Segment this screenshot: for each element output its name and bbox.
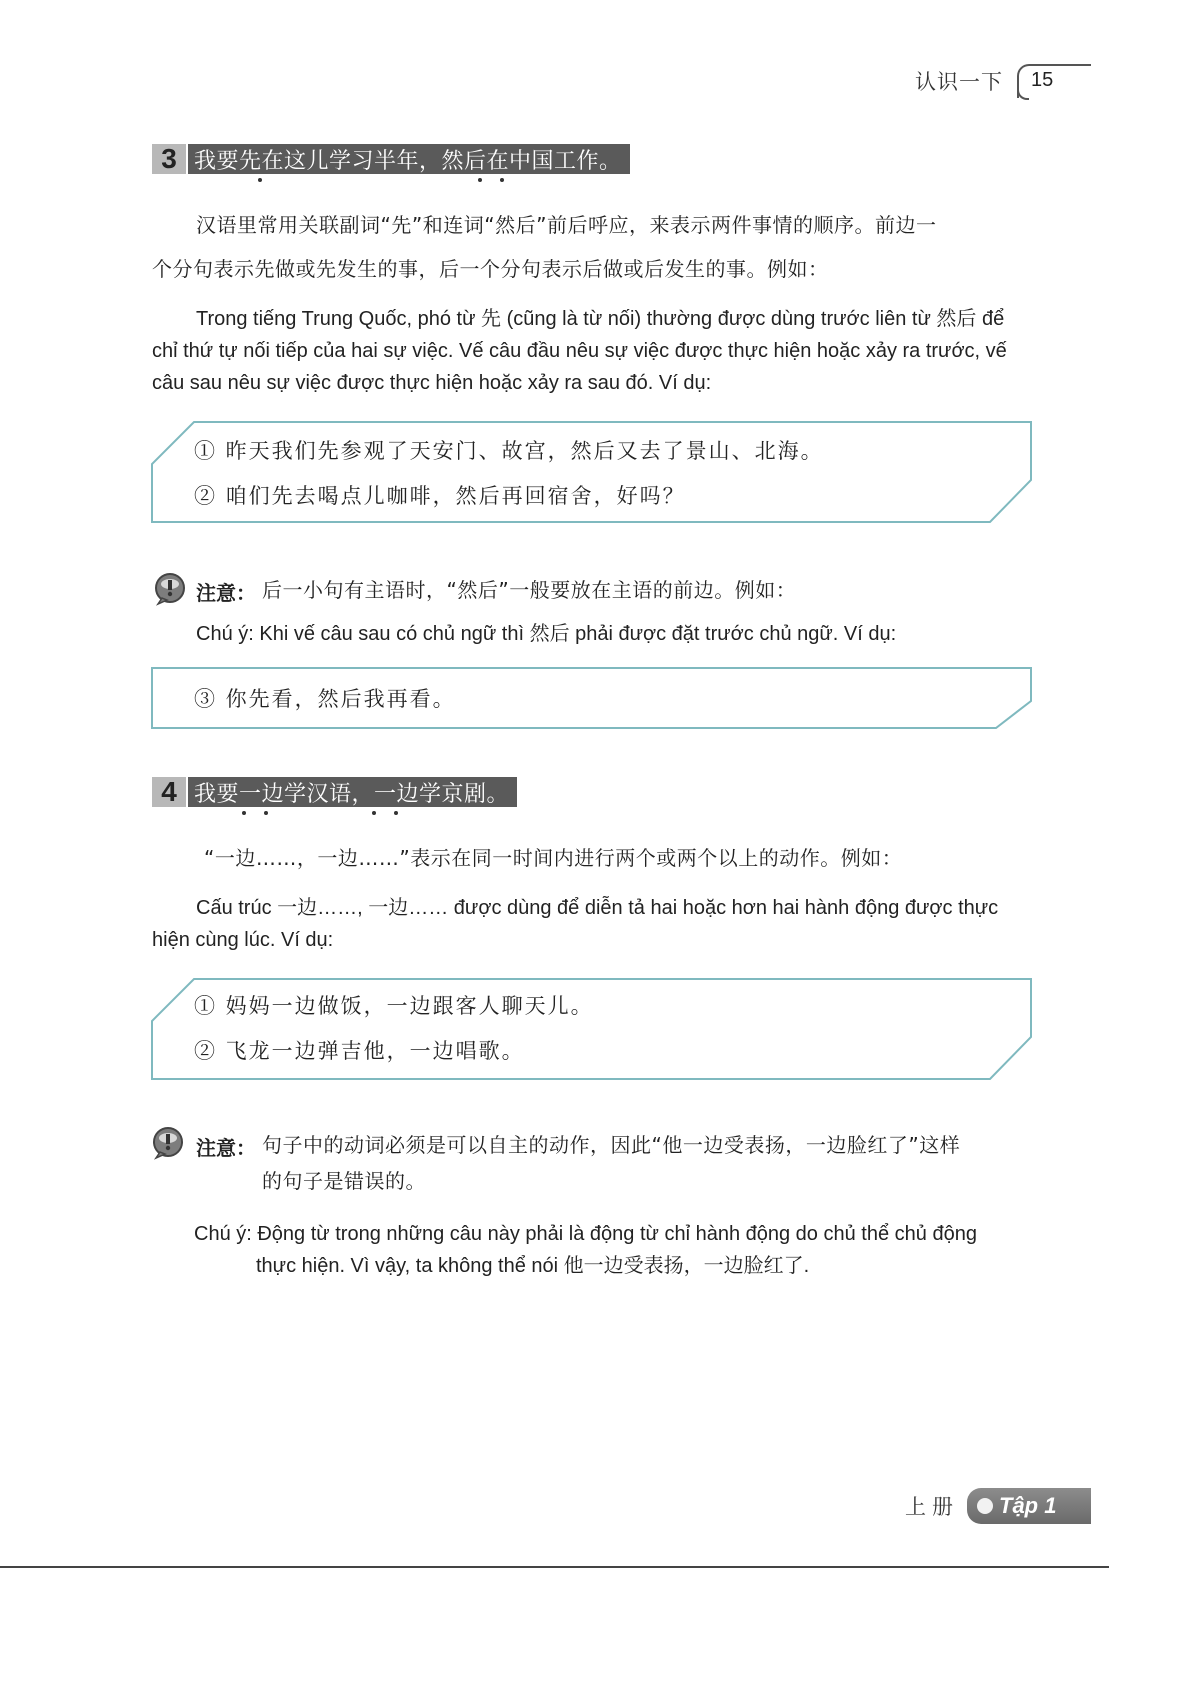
note-zh-text: 句子中的动词必须是可以自主的动作，因此“他一边受表扬，一边脸红了”这样 xyxy=(262,1133,961,1157)
note-icon xyxy=(154,572,188,606)
explanation-vi-line: câu sau nêu sự việc được thực hiện hoặc xảy ra sau đó. Ví dụ: xyxy=(152,372,712,394)
note-vi-text: Chú ý: Khi vế câu sau có chủ ngữ thì 然后 phải được đặt trước chủ ngữ. Ví dụ: xyxy=(196,623,897,645)
explanation-zh-line: 个分句表示先做或先发生的事，后一个分句表示后做或后发生的事。例如： xyxy=(152,257,829,281)
example-box xyxy=(150,421,1034,523)
section-number: 4 xyxy=(152,777,186,807)
page-footer xyxy=(905,1488,1091,1524)
explanation-vi-line: Cấu trúc 一边……, 一边…… được dùng để diễn tả hai hoặc hơn hai hành động được thực xyxy=(196,897,999,919)
section-3-heading xyxy=(152,144,630,174)
volume-label-vi: Tập 1 xyxy=(999,1493,1057,1518)
section-4-heading xyxy=(152,777,517,807)
explanation-vi-line: chỉ thứ tự nối tiếp của hai sự việc. Vế câu đầu nêu sự việc được thực hiện hoặc xảy ra trước, vế xyxy=(152,340,1007,362)
note-vi-text: Chú ý: Động từ trong những câu này phải là động từ chỉ hành động do chủ thể chủ động xyxy=(194,1223,977,1245)
explanation-vi-line: Trong tiếng Trung Quốc, phó từ 先 (cũng là từ nối) thường được dùng trước liên từ 然后 để xyxy=(196,308,1005,330)
note-icon xyxy=(152,1126,186,1160)
example-sentence: ② 飞龙一边弹吉他，一边唱歌。 xyxy=(194,1039,525,1063)
note-example-box xyxy=(150,667,1034,729)
example-sentence: ① 昨天我们先参观了天安门、故宫，然后又去了景山、北海。 xyxy=(194,439,824,463)
section-number: 3 xyxy=(152,144,186,174)
note-zh-text: 的句子是错误的。 xyxy=(262,1169,426,1193)
explanation-zh-line: 汉语里常用关联副词“先”和连词“然后”前后呼应，来表示两件事情的顺序。前边一 xyxy=(196,213,937,237)
note-label: 注意： xyxy=(196,581,256,605)
section-title: 我要一边学汉语，一边学京剧。 xyxy=(188,777,517,807)
explanation-vi-line: hiện cùng lúc. Ví dụ: xyxy=(152,929,334,951)
page-number-tab xyxy=(1017,64,1091,98)
bottom-rule xyxy=(0,1566,1109,1568)
note-label: 注意： xyxy=(196,1136,256,1160)
bullet-icon xyxy=(977,1498,993,1514)
example-sentence: ③ 你先看，然后我再看。 xyxy=(194,687,456,711)
volume-label-zh: 上册 xyxy=(905,1495,959,1519)
volume-badge xyxy=(967,1488,1091,1524)
example-sentence: ① 妈妈一边做饭，一边跟客人聊天儿。 xyxy=(194,994,594,1018)
page-number: 15 xyxy=(1031,69,1054,91)
note-vi-text: thực hiện. Vì vậy, ta không thể nói 他一边受表扬，一边脸红了. xyxy=(256,1255,810,1277)
page-header xyxy=(915,64,1091,98)
example-sentence: ② 咱们先去喝点儿咖啡，然后再回宿舍，好吗？ xyxy=(194,484,686,508)
section-title: 我要先在这儿学习半年，然后在中国工作。 xyxy=(188,144,630,174)
example-box xyxy=(150,978,1034,1080)
explanation-zh-line: “一边……，一边……”表示在同一时间内进行两个或两个以上的动作。例如： xyxy=(204,846,903,870)
chapter-title: 认识一下 xyxy=(915,70,1003,94)
note-zh-text: 后一小句有主语时，“然后”一般要放在主语的前边。例如： xyxy=(262,578,797,602)
